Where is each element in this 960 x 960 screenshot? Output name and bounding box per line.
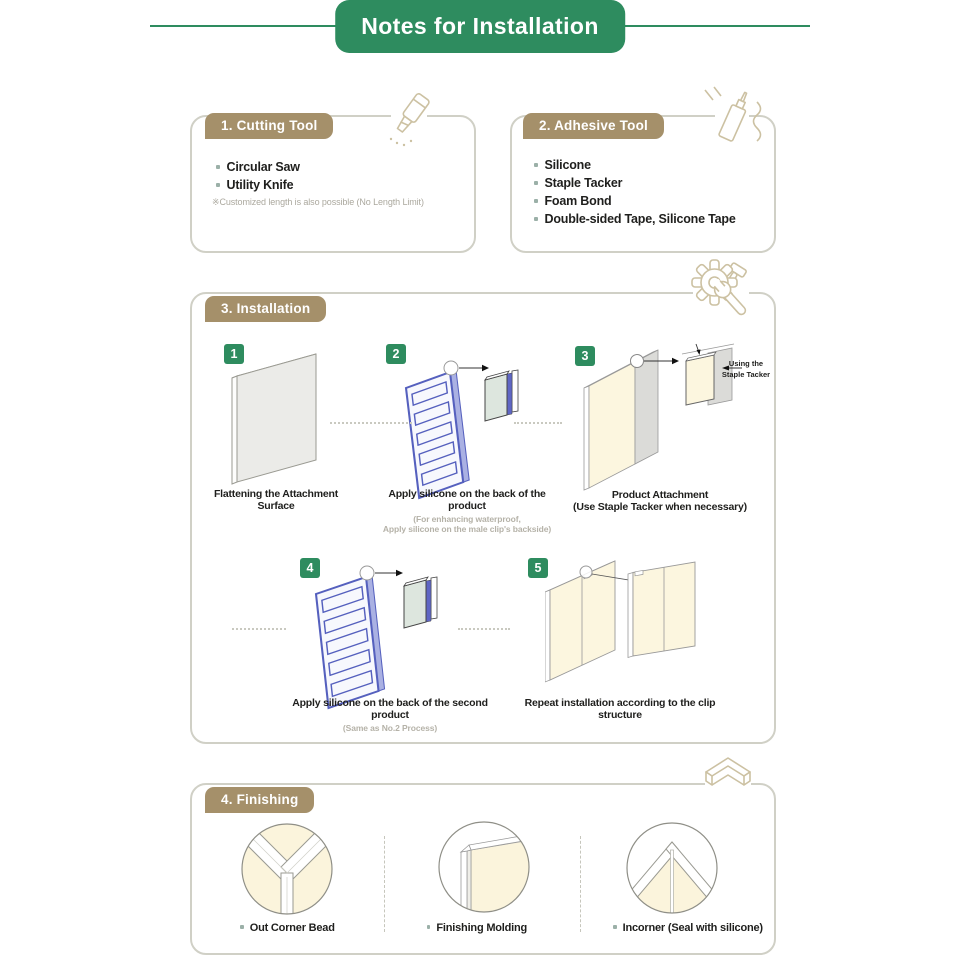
step-5-diagram — [545, 558, 713, 693]
step-4-number: 4 — [300, 558, 320, 578]
cutting-tool-note: ※Customized length is also possible (No Length Limit) — [212, 197, 424, 207]
list-item: Utility Knife — [216, 176, 300, 194]
finishing-caption — [603, 922, 773, 934]
utility-knife-icon — [378, 90, 438, 152]
silicone-tube-icon — [697, 86, 769, 154]
list-item: Double-sided Tape, Silicone Tape — [534, 210, 736, 228]
caption-text: Out Corner Bead — [249, 922, 335, 934]
annotation-line: Staple Tacker — [721, 370, 771, 379]
dashed-separator — [580, 836, 581, 932]
list-item: Staple Tacker — [534, 174, 736, 192]
list-item: Silicone — [534, 156, 736, 174]
finishing-label: 4. Finishing — [205, 787, 314, 813]
page-title: Notes for Installation — [335, 0, 625, 53]
finishing-caption — [215, 922, 360, 934]
step-1-diagram — [228, 350, 328, 490]
dotted-separator — [514, 422, 562, 424]
step-5-caption: Repeat installation according to the clip structure — [524, 697, 716, 721]
step-3-annotation — [718, 358, 774, 380]
annotation-line: Using the — [728, 359, 764, 368]
dotted-separator — [232, 628, 286, 630]
incorner-diagram — [625, 821, 719, 915]
corner-bead-icon — [700, 754, 756, 808]
caption-main: (Use Staple Tacker when necessary) — [573, 501, 747, 513]
caption-text: Finishing Molding — [436, 922, 528, 934]
step-3-caption — [570, 489, 750, 513]
step-1-caption: Flattening the Attachment Surface — [213, 488, 339, 512]
step-4-caption — [280, 697, 500, 733]
cutting-tool-label: 1. Cutting Tool — [205, 113, 333, 139]
caption-main: Apply silicone on the back of the product — [388, 488, 546, 512]
adhesive-tool-list — [534, 156, 736, 228]
list-item: Foam Bond — [534, 192, 736, 210]
step-3-number: 3 — [575, 346, 595, 366]
finishing-molding-diagram — [437, 820, 531, 914]
step-2-diagram — [390, 352, 525, 502]
bullet-dot — [427, 925, 431, 929]
caption-sub: (Same as No.2 Process) — [342, 723, 438, 733]
bullet-dot — [240, 925, 244, 929]
gear-wrench-icon — [690, 258, 754, 324]
caption-main: Product Attachment — [611, 489, 709, 501]
step-1-number: 1 — [224, 344, 244, 364]
caption-main: Apply silicone on the back of the second product — [292, 697, 488, 721]
out-corner-bead-diagram — [240, 822, 334, 916]
step-5-number: 5 — [528, 558, 548, 578]
adhesive-tool-label: 2. Adhesive Tool — [523, 113, 664, 139]
caption-text: Incorner (Seal with silicone) — [622, 922, 763, 934]
caption-sub: (For enhancing waterproof, — [413, 514, 521, 524]
list-item: Circular Saw — [216, 158, 300, 176]
caption-sub: Apply silicone on the male clip's backside) — [382, 524, 552, 534]
step-4-diagram — [298, 560, 443, 710]
step-2-number: 2 — [386, 344, 406, 364]
step-2-caption — [377, 488, 557, 534]
dotted-separator — [330, 422, 412, 424]
cutting-tool-list — [216, 158, 300, 194]
installation-label: 3. Installation — [205, 296, 326, 322]
finishing-caption — [407, 922, 547, 934]
dashed-separator — [384, 836, 385, 932]
dotted-separator — [458, 628, 510, 630]
bullet-dot — [613, 925, 617, 929]
